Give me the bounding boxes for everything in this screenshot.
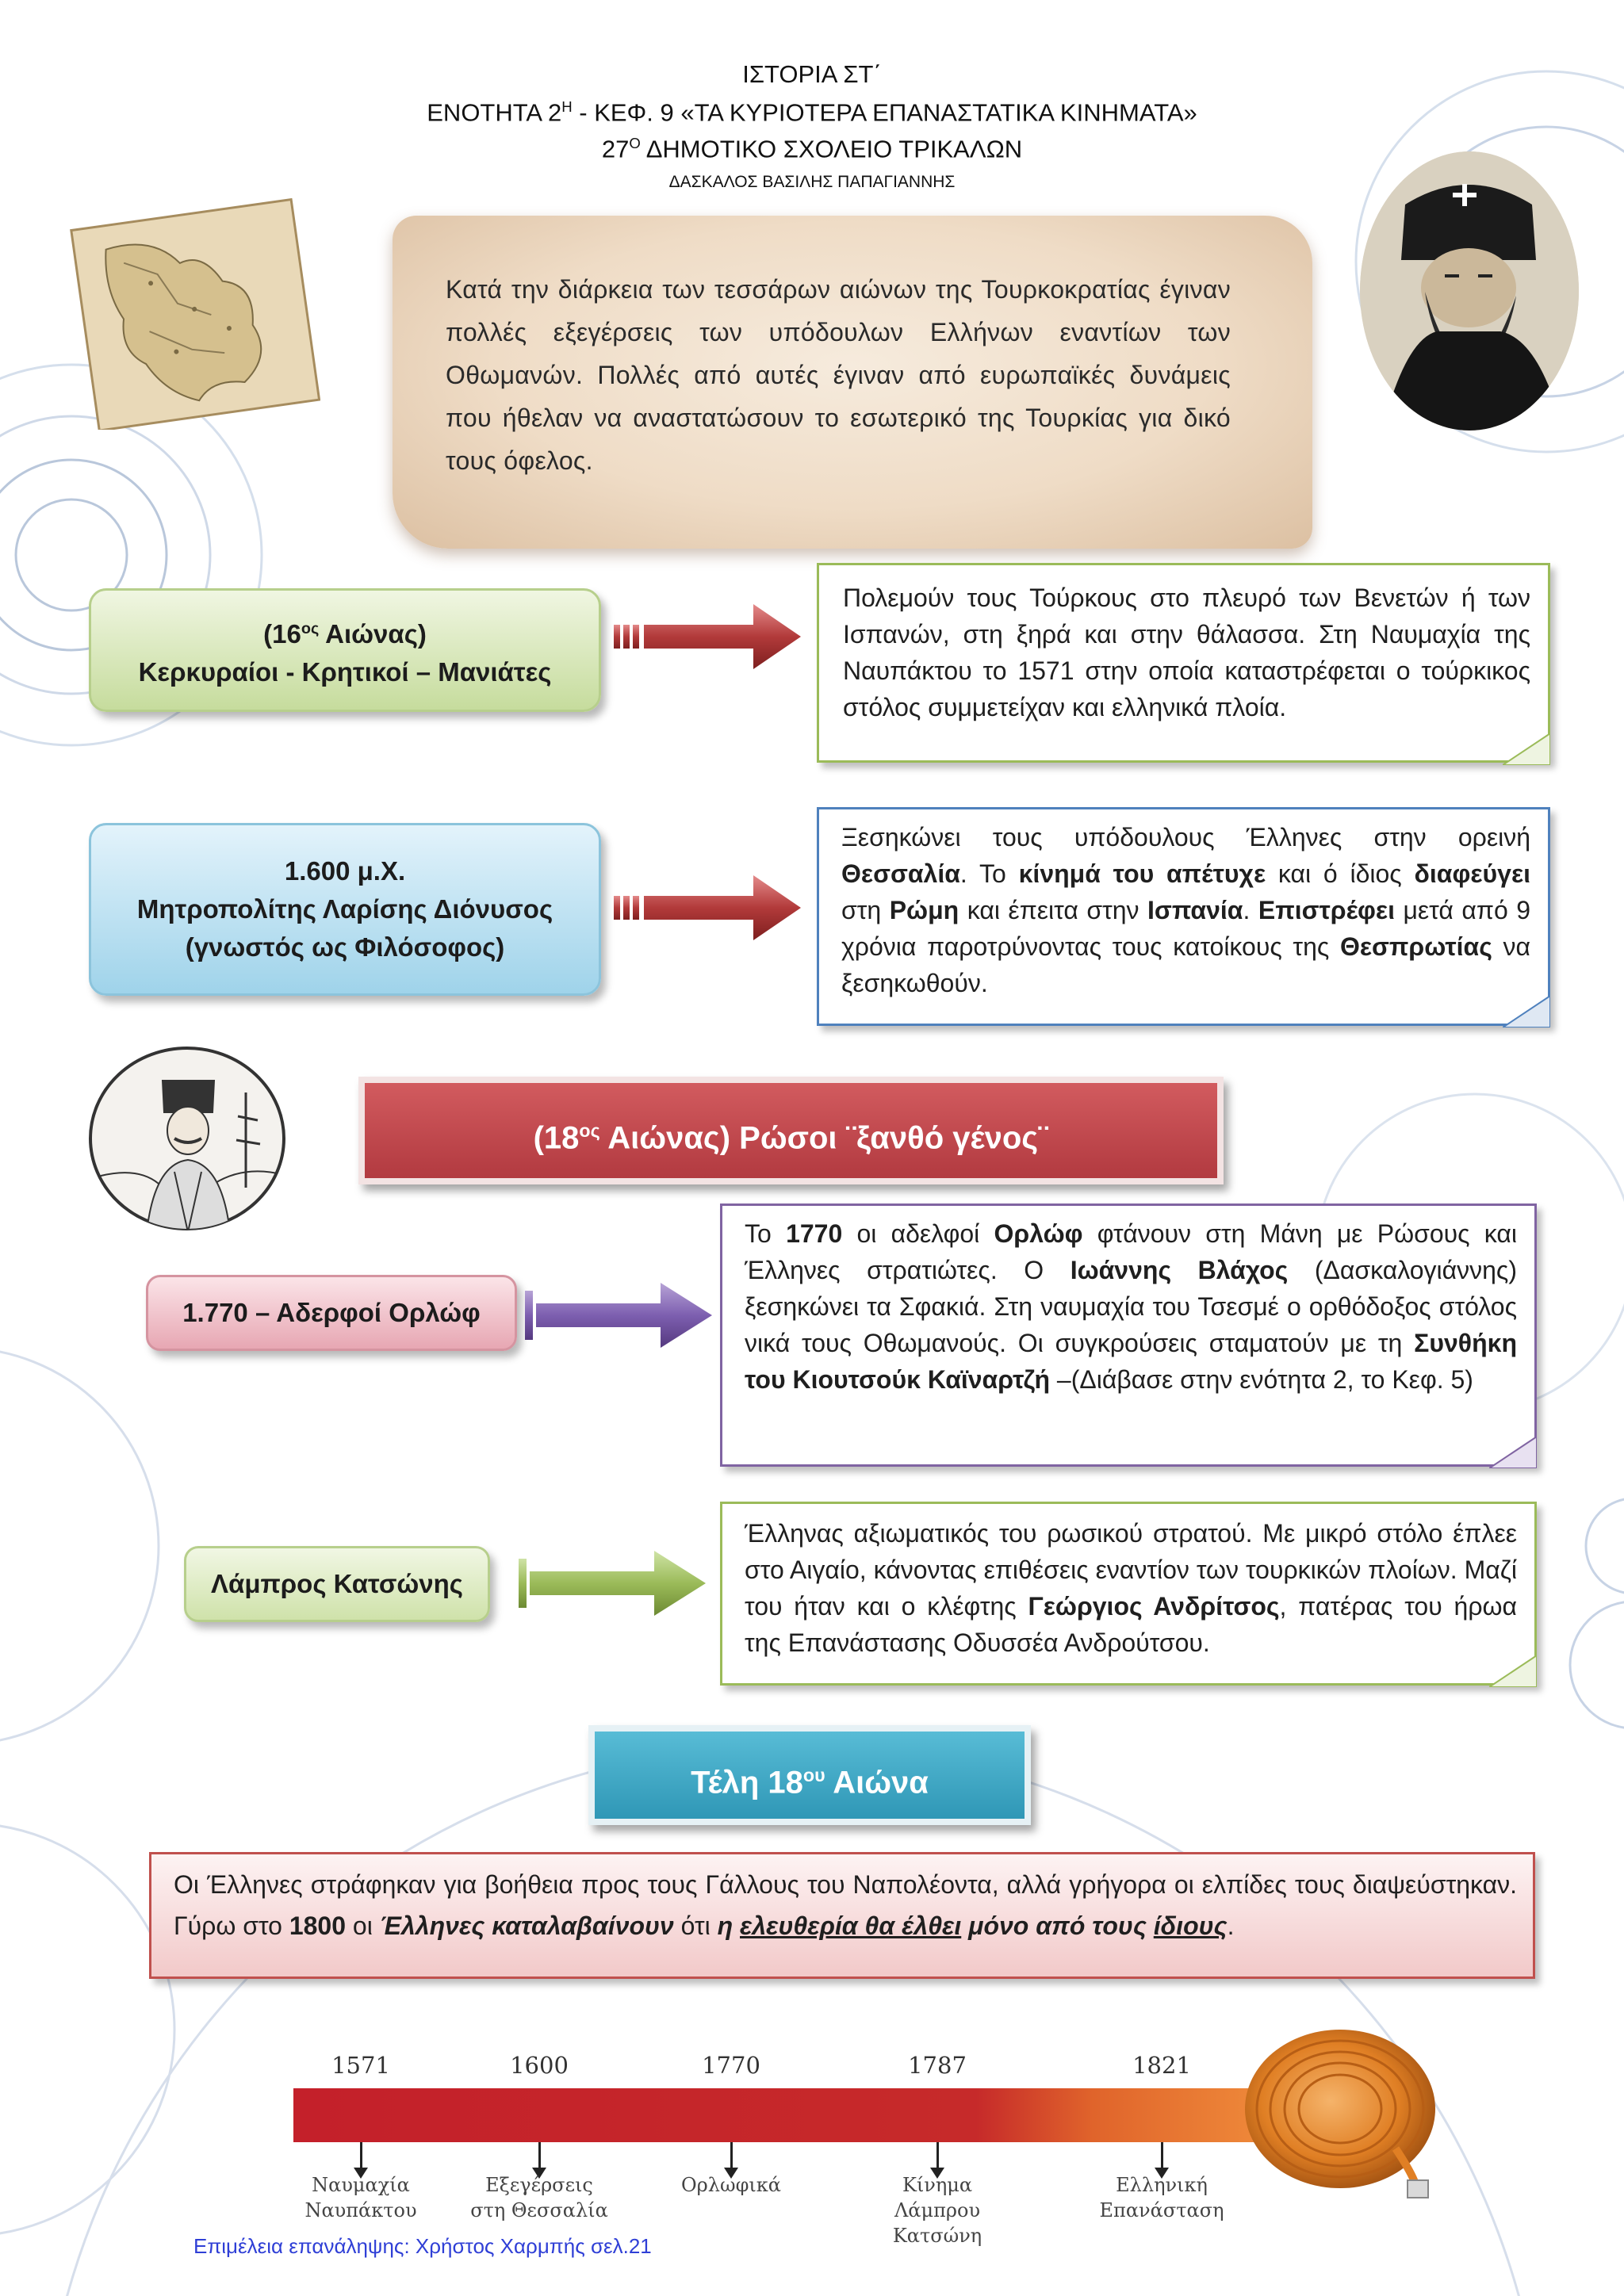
timeline-year-1600: 1600 bbox=[510, 2052, 569, 2079]
label-1600-nickname: (γνωστός ως Φιλόσοφος) bbox=[185, 932, 505, 962]
header-teacher: ΔΑΣΚΑΛΟΣ ΒΑΣΙΛΗΣ ΠΑΠΑΓΙΑΝΝΗΣ bbox=[668, 173, 956, 191]
arrow-right-red-2 bbox=[611, 867, 805, 947]
timeline-tick bbox=[936, 2142, 939, 2171]
timeline-year-1821: 1821 bbox=[1132, 2052, 1191, 2079]
callout-orlov: Το 1770 οι αδελφοί Ορλώφ φτάνουν στη Μάνη με Ρώσους και Έλληνες στρατιώτες. Ο Ιωάννης Βλάχος (Δασκαλογιάννης) ξεσηκώνει τα Σφακιά. Στη ναυμαχία του Τσεσμέ ο ορθόδοξος στόλος νικά τους Οθωμανούς. Οι συγκρούσεις σταματούν με τη Συνθήκη του Κιουτσούκ Καϊναρτζή –(Διάβασε στην ενότητα 2, το Κεφ. 5) bbox=[720, 1203, 1537, 1467]
banner-end-18th-century: Τέλη $18^{o\upsilon}$ Αιώνα bbox=[588, 1725, 1031, 1825]
label-orlov: 1.770 – Αδερφοί Ορλώφ bbox=[146, 1275, 517, 1351]
arrow-right-green bbox=[515, 1543, 710, 1622]
header-line1: ΙΣΤΟΡΙΑ ΣΤ΄ bbox=[742, 60, 882, 88]
header-line3: $27^O$ ΔΗΜΟΤΙΚΟ ΣΧΟΛΕΙΟ ΤΡΙΚΑΛΩΝ bbox=[601, 135, 1023, 163]
timeline-tick bbox=[538, 2142, 541, 2171]
timeline-year-1787: 1787 bbox=[908, 2052, 967, 2079]
old-map-image bbox=[68, 198, 320, 430]
header-line2: ΕΝΟΤΗΤΑ $2^H$ - ΚΕΦ. 9 «ΤΑ ΚΥΡΙΟΤΕΡΑ ΕΠΑΝΑΣΤΑΤΙΚΑ ΚΙΝΗΜΑΤΑ» bbox=[427, 98, 1197, 127]
callout-1600: Ξεσηκώνει τους υπόδουλους Έλληνες στην ορεινή Θεσσαλία. Το κίνημά του απέτυχε και ό ίδιος διαφεύγει στη Ρώμη και έπειτα στην Ισπανία. Επιστρέφει μετά από 9 χρόνια παροτρύνοντας τους κατοίκους της Θεσπρωτίας να ξεσηκωθούν. bbox=[817, 807, 1550, 1026]
label-1600-name: Μητροπολίτης Λαρίσης Διόνυσος bbox=[136, 894, 553, 924]
timeline-tick bbox=[730, 2142, 733, 2171]
label-1600-year: 1.600 μ.Χ. bbox=[284, 856, 406, 886]
callout-fold-1 bbox=[1503, 733, 1550, 765]
timeline-tick bbox=[1161, 2142, 1163, 2171]
callout-fold-3 bbox=[1489, 1437, 1537, 1468]
timeline-year-1770: 1770 bbox=[702, 2052, 760, 2079]
callout-fold-4 bbox=[1489, 1655, 1537, 1687]
cable-spool-image bbox=[1213, 2022, 1451, 2204]
label-16th-subtitle: Κερκυραίοι - Κρητικοί – Μανιάτες bbox=[138, 656, 552, 687]
callout-fold-2 bbox=[1503, 996, 1550, 1027]
footer-credit: Επιμέλεια επανάληψης: Χρήστος Χαρμπής σελ.21 bbox=[193, 2234, 652, 2258]
banner-18th-century: ($18^{o\varsigma}$ Αιώνας) Ρώσοι ¨ξανθό γένος¨ bbox=[358, 1077, 1224, 1184]
callout-16th-century: Πολεμούν τους Τούρκους στο πλευρό των Βενετών ή των Ισπανών, στη ξηρά και στην θάλασσα. Στη Ναυμαχία της Ναυπάκτου το 1571 στην οποία καταστρέφεται ο τούρκικος στόλος συμμετείχαν και ελληνικά πλοία. bbox=[817, 563, 1550, 763]
final-conclusion-box: Οι Έλληνες στράφηκαν για βοήθεια προς τους Γάλλους του Ναπολέοντα, αλλά γρήγορα οι ελπίδες τους διαψεύστηκαν. Γύρω στο 1800 οι Έλληνες καταλαβαίνουν ότι η ελευθερία θα έλθει μόνο από τους ίδιους. bbox=[149, 1852, 1535, 1979]
timeline-year-1571: 1571 bbox=[331, 2052, 390, 2079]
arrow-right-purple bbox=[522, 1275, 716, 1354]
label-1600 bbox=[89, 823, 601, 996]
label-16th-century bbox=[89, 588, 601, 712]
timeline-label: Κίνημα Λάμπρου Κατσώνη bbox=[892, 2174, 982, 2247]
arrow-right-red-1 bbox=[611, 596, 805, 675]
intro-text: Κατά την διάρκεια των τεσσάρων αιώνων της Τουρκοκρατίας έγιναν πολλές εξεγέρσεις των υπόδουλων Ελλήνων εναντίων των Οθωμανών. Πολλές από αυτές έγιναν από ευρωπαϊκές δυνάμεις που ήθελαν να αναστατώσουν το εσωτερικό της Τουρκίας για δικό τους όφελος. bbox=[446, 275, 1231, 475]
label-16th-title: ($16^{o\varsigma}$ Αιώνας) bbox=[263, 618, 427, 649]
callout-katsonis: Έλληνας αξιωματικός του ρωσικού στρατού. Με μικρό στόλο έπλεε στο Αιγαίο, κάνοντας επιθέσεις εναντίον των τουρκικών πλοίων. Μαζί του ήταν και ο κλέφτης Γεώργιος Ανδρίτσος, πατέρας του ήρωα της Επανάστασης Οδυσσέα Ανδρούτσου. bbox=[720, 1502, 1537, 1686]
timeline-label: Εξεγέρσεις στη Θεσσαλία bbox=[470, 2174, 608, 2221]
timeline-bar bbox=[293, 2088, 1269, 2142]
timeline-label: Ελληνική Επανάσταση bbox=[1099, 2174, 1224, 2221]
orlov-portrait bbox=[87, 1045, 287, 1232]
label-katsonis: Λάμπρος Κατσώνης bbox=[184, 1546, 490, 1622]
metropolitan-portrait bbox=[1358, 149, 1581, 433]
timeline-tick bbox=[360, 2142, 362, 2171]
timeline-label: Ναυμαχία Ναυπάκτου bbox=[304, 2174, 417, 2221]
timeline-label: Ορλωφικά bbox=[681, 2174, 781, 2196]
